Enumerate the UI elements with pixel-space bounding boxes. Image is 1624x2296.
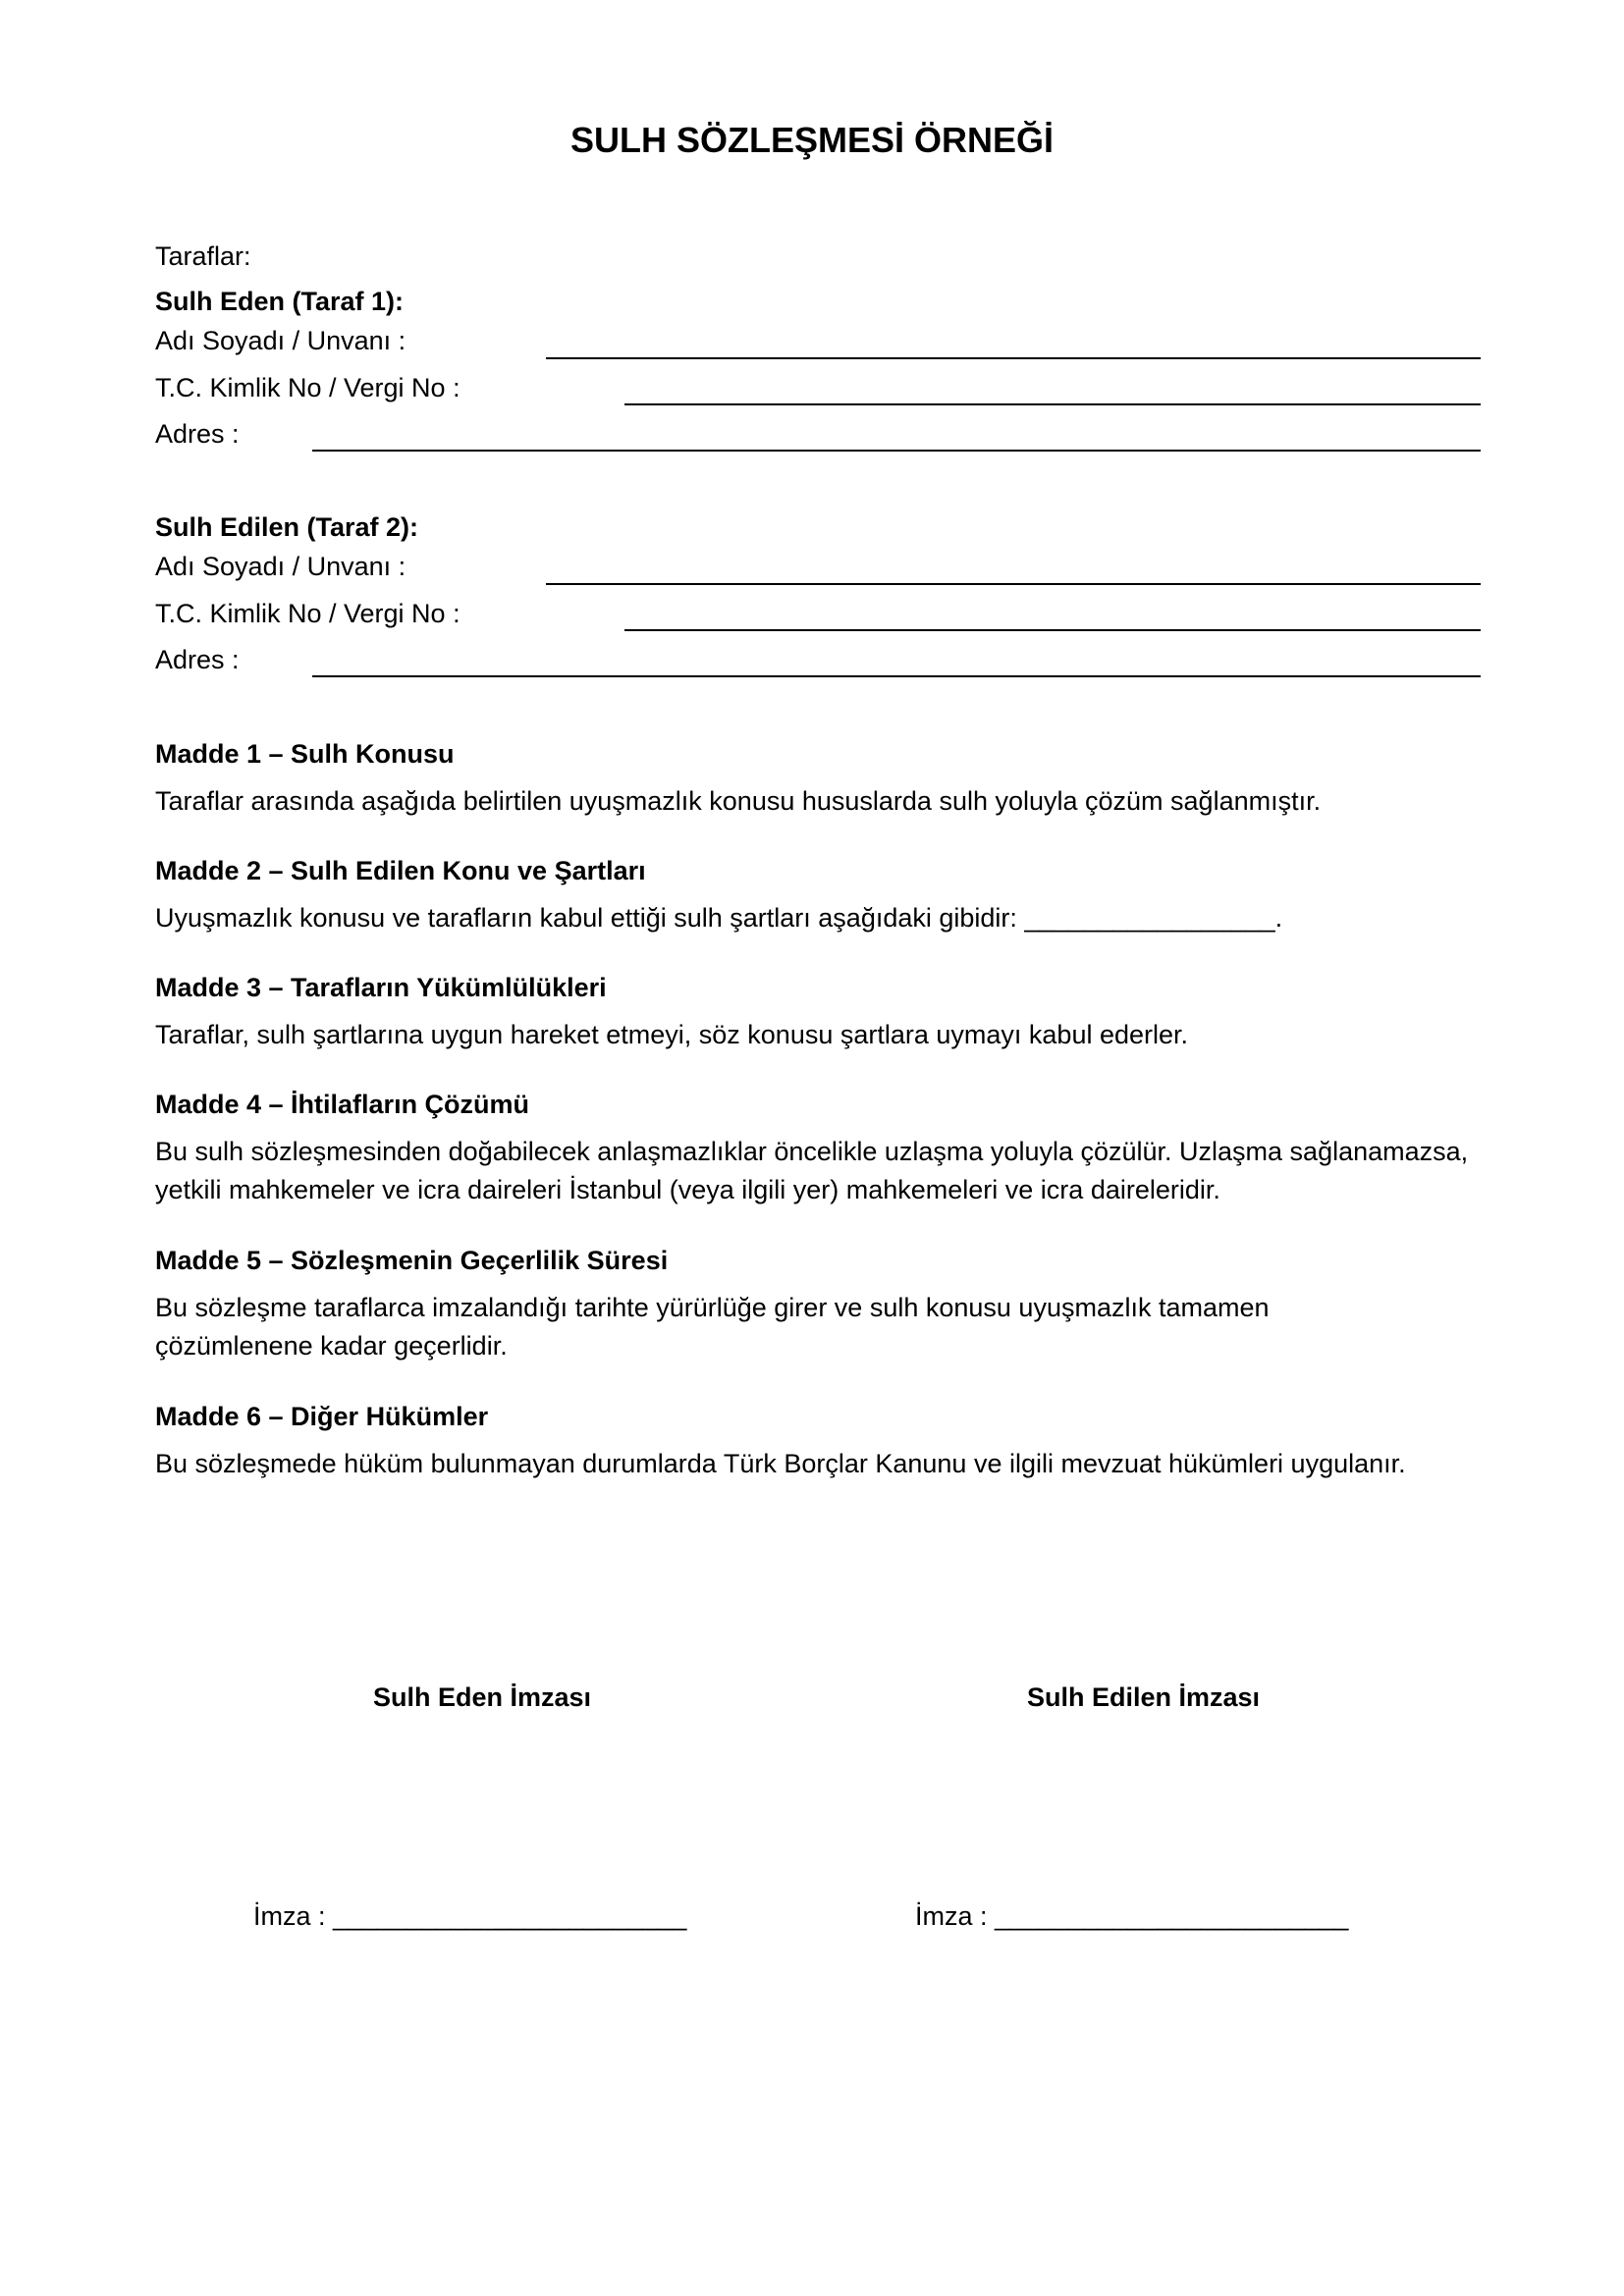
party1-name-field[interactable] — [546, 357, 1481, 359]
article-2-text: Uyuşmazlık konusu ve tarafların kabul ettiği sulh şartları aşağıdaki gibidir: _________________. — [155, 903, 1283, 933]
article-3-text: Taraflar, sulh şartlarına uygun hareket etmeyi, söz konusu şartlara uymayı kabul ederler. — [155, 1020, 1189, 1049]
party1-id-label: T.C. Kimlik No / Vergi No : — [155, 373, 460, 402]
party1-id-field[interactable] — [624, 403, 1481, 405]
party2-name-label: Adı Soyadı / Unvanı : — [155, 552, 406, 581]
sulh-edilen-signature-line[interactable]: İmza : ________________________ — [915, 1901, 1349, 1931]
party1-heading: Sulh Eden (Taraf 1): — [155, 287, 405, 316]
article-2-heading: Madde 2 – Sulh Edilen Konu ve Şartları — [155, 856, 646, 885]
party2-id-label: T.C. Kimlik No / Vergi No : — [155, 599, 460, 628]
party2-name-field[interactable] — [546, 583, 1481, 585]
article-1-text: Taraflar arasında aşağıda belirtilen uyuşmazlık konusu hususlarda sulh yoluyla çözüm sağlanmıştır. — [155, 786, 1322, 816]
party1-address-field[interactable] — [312, 450, 1481, 452]
party1-name-label: Adı Soyadı / Unvanı : — [155, 326, 406, 355]
article-6-text: Bu sözleşmede hüküm bulunmayan durumlarda Türk Borçlar Kanunu ve ilgili mevzuat hükümleri uygulanır. — [155, 1449, 1406, 1478]
sulh-edilen-signature-heading: Sulh Edilen İmzası — [1027, 1682, 1261, 1712]
party2-address-field[interactable] — [312, 675, 1481, 677]
party2-id-field[interactable] — [624, 629, 1481, 631]
article-3-heading: Madde 3 – Tarafların Yükümlülükleri — [155, 973, 607, 1002]
party2-address-label: Adres : — [155, 645, 240, 674]
sulh-eden-signature-line[interactable]: İmza : ________________________ — [253, 1901, 687, 1931]
article-4-text: Bu sulh sözleşmesinden doğabilecek anlaşmazlıklar öncelikle uzlaşma yoluyla çözülür. Uzlaşma sağlanamazsa, yetkili mahkemeler ve icra daireleri İstanbul (veya ilgili yer) mahkemeleri ve icra daireleridir. — [155, 1137, 1469, 1204]
article-5-heading: Madde 5 – Sözleşmenin Geçerlilik Süresi — [155, 1246, 669, 1275]
party2-heading: Sulh Edilen (Taraf 2): — [155, 512, 419, 542]
parties-label: Taraflar: — [155, 241, 251, 271]
article-5-text: Bu sözleşme taraflarca imzalandığı tarihte yürürlüğe girer ve sulh konusu uyuşmazlık tamamen çözümlenene kadar geçerlidir. — [155, 1293, 1270, 1361]
article-4-heading: Madde 4 – İhtilafların Çözümü — [155, 1090, 530, 1119]
sulh-eden-signature-heading: Sulh Eden İmzası — [373, 1682, 592, 1712]
article-1-heading: Madde 1 – Sulh Konusu — [155, 739, 455, 769]
article-6-heading: Madde 6 – Diğer Hükümler — [155, 1402, 489, 1431]
party1-address-label: Adres : — [155, 419, 240, 449]
document-title: SULH SÖZLEŞMESİ ÖRNEĞİ — [569, 120, 1055, 160]
